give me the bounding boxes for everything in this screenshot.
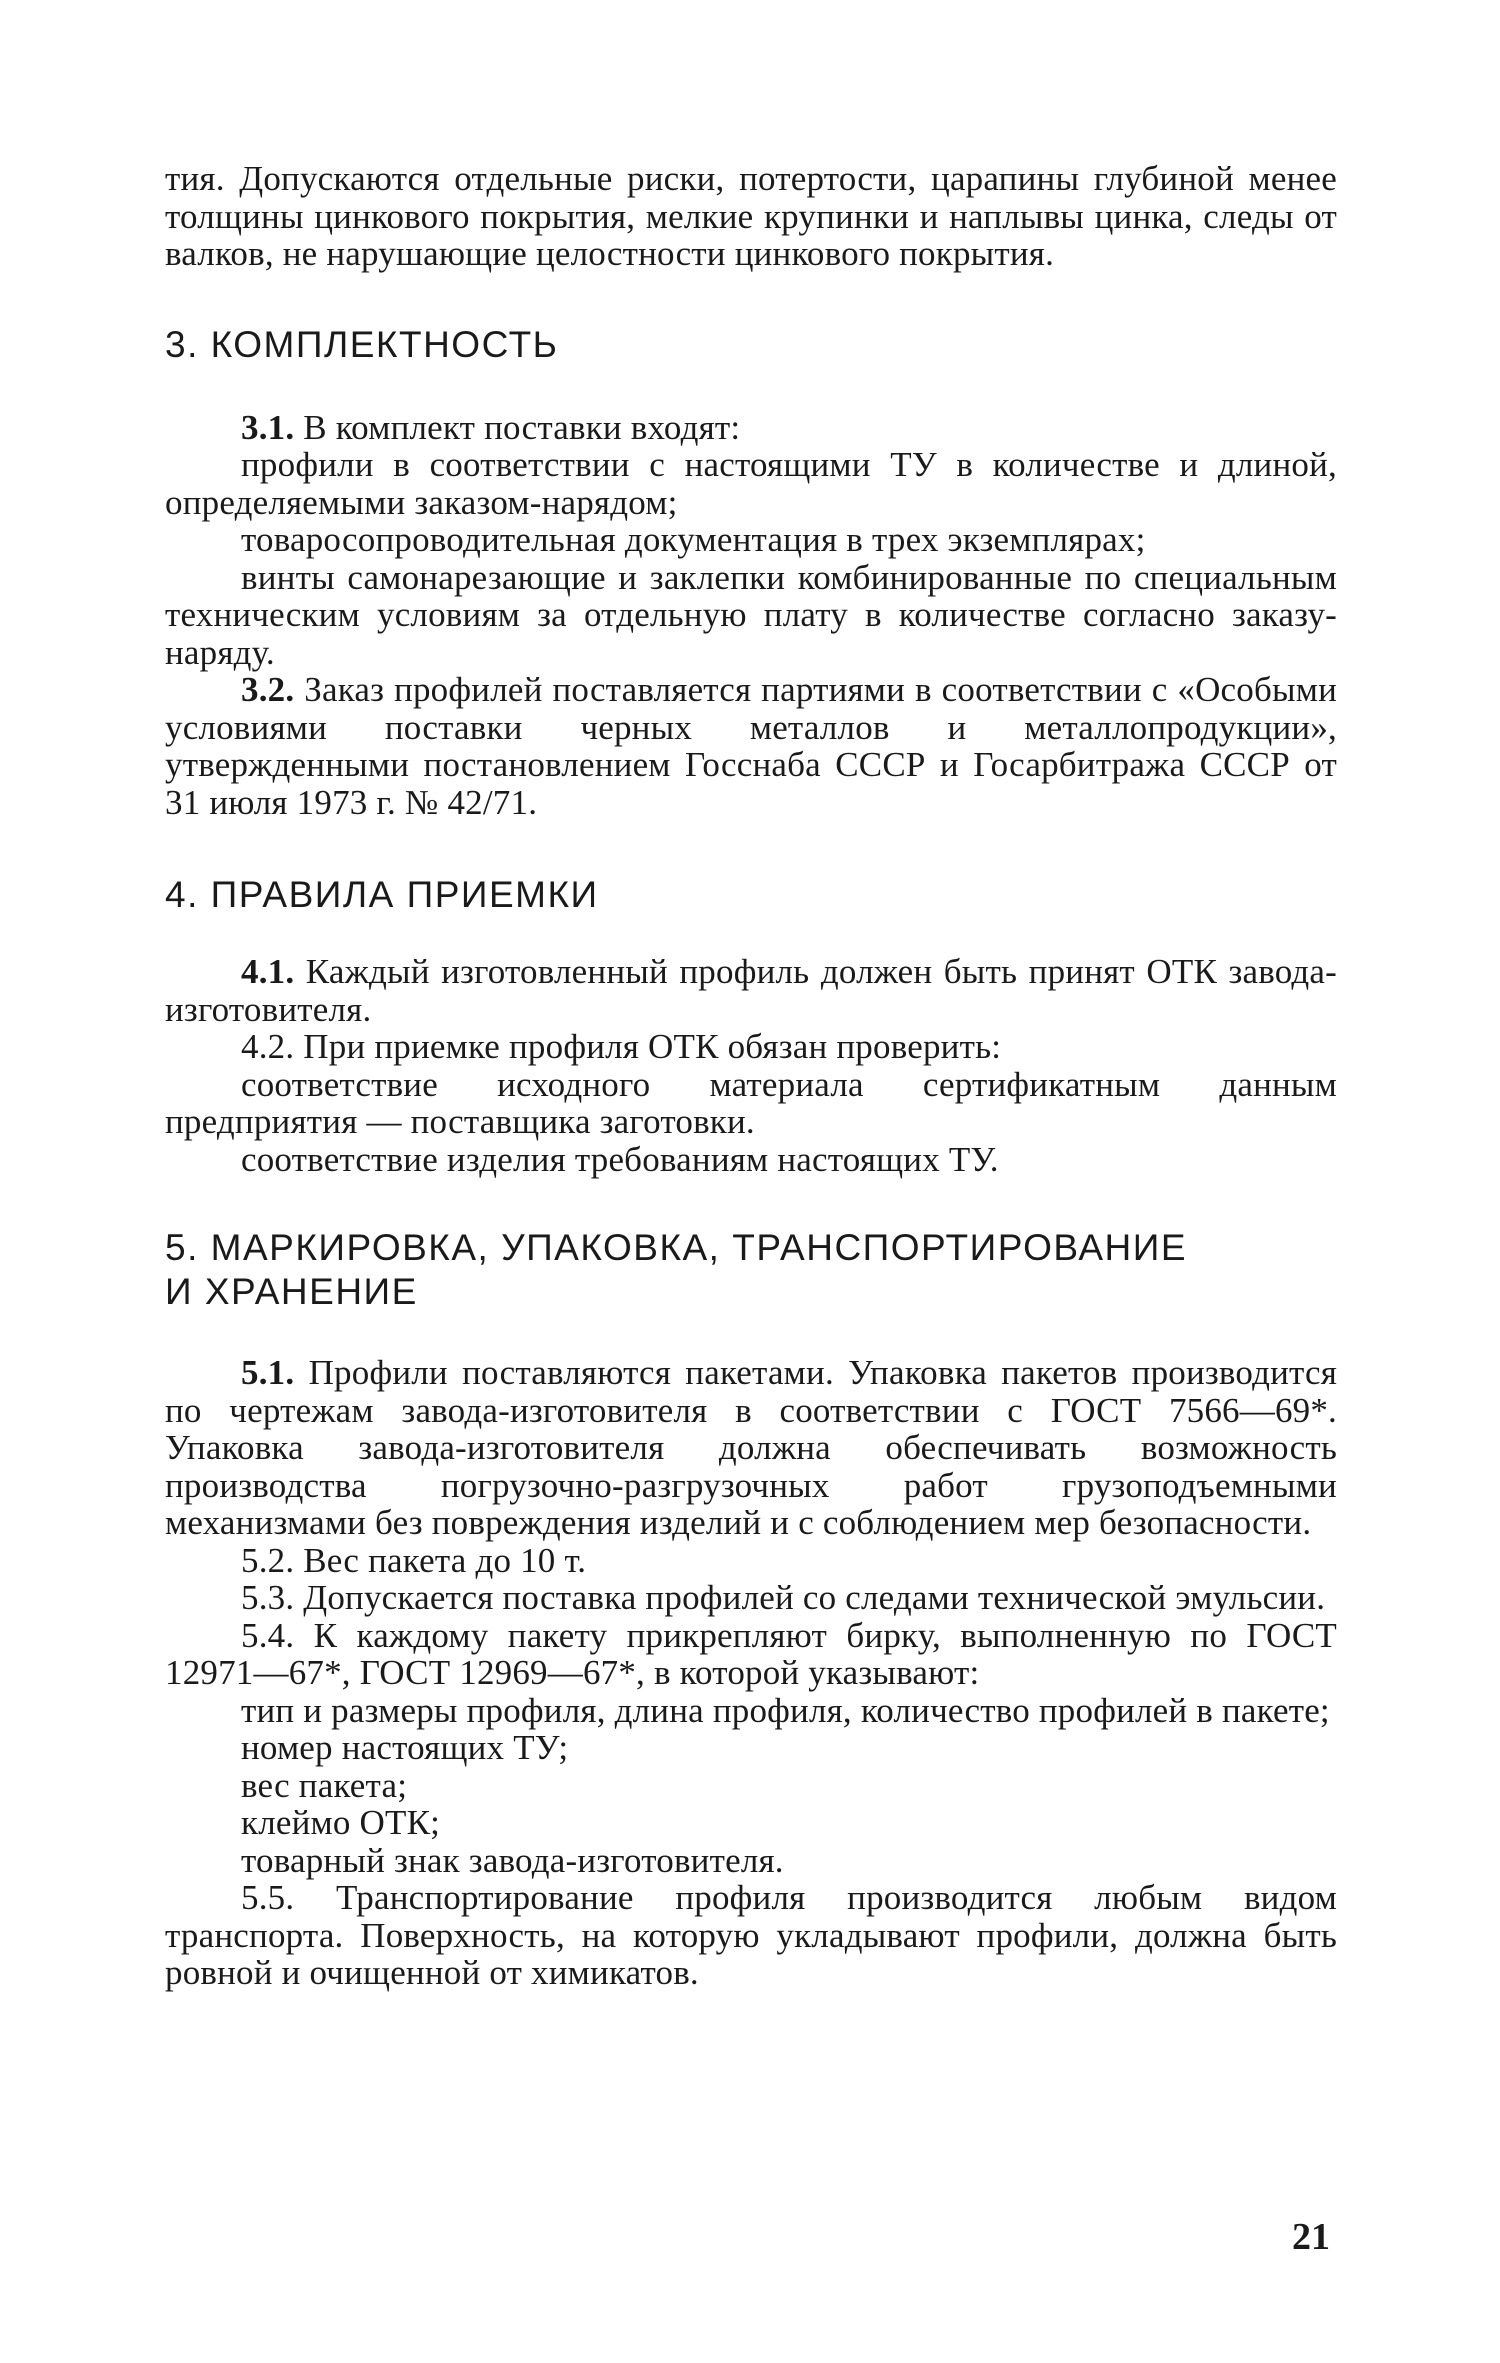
- list-item: вес пакета;: [241, 1765, 408, 1805]
- list-item: винты самонарезающие и заклепки комбинированные по специальным техническим условиям за отдельную плату в количестве согласно заказу-наряду.: [165, 557, 1337, 672]
- list-item: номер настоящих ТУ;: [241, 1728, 569, 1767]
- section-4-heading: 4. ПРАВИЛА ПРИЕМКИ: [165, 874, 599, 915]
- clause-number: 3.2.: [241, 670, 295, 709]
- section-3-heading: 3. КОМПЛЕКТНОСТЬ: [165, 323, 559, 365]
- list-item: профили в соответствии с настоящими ТУ в количестве и длиной, определяемыми заказом-нарядом;: [165, 445, 1337, 522]
- clause-number: 5.4.: [241, 1615, 295, 1655]
- section-5-heading-line2: И ХРАНЕНИЕ: [165, 1271, 418, 1312]
- list-item: товаросопроводительная документация в трех экземплярах;: [241, 520, 1146, 559]
- list-item: клеймо ОТК;: [241, 1803, 441, 1842]
- clause-number: 3.1.: [241, 407, 295, 447]
- clause-number: 5.3.: [241, 1578, 295, 1617]
- clause-text: Заказ профилей поставляется партиями в соответствии с «Особыми условиями поставки черных металлов и металлопродукции», утвержденными постановлением Госснаба СССР и Госарбитража СССР от 31 июля 1973 г. № 42/71.: [165, 670, 1337, 822]
- clause-number: 5.2.: [241, 1540, 295, 1580]
- page-number: 21: [1292, 2216, 1330, 2258]
- paragraph-5-5: [165, 1879, 1337, 1992]
- clause-text: Допускается поставка профилей со следами технической эмульсии.: [303, 1578, 1326, 1617]
- paragraph-5-3: [165, 1579, 1337, 1617]
- page-body: [165, 160, 1337, 1992]
- clause-number: 4.2.: [241, 1027, 295, 1066]
- paragraph-4-1: [165, 953, 1337, 1028]
- intro-paragraph: тия. Допускаются отдельные риски, потертости, царапины глубиной менее толщины цинкового покрытия, мелкие крупинки и наплывы цинка, следы от валков, не нарушающие целостности цинкового покрытия.: [165, 159, 1337, 273]
- paragraph-3-2: [165, 671, 1337, 821]
- clause-text: Транспортирование профиля производится любым видом транспорта. Поверхность, на которую укладывают профили, должна быть ровной и очищенной от химикатов.: [165, 1878, 1338, 1992]
- list-item: товарный знак завода-изготовителя.: [241, 1840, 784, 1880]
- section-5-heading: [165, 1226, 1337, 1314]
- list-item: тип и размеры профиля, длина профиля, количество профилей в пакете;: [241, 1690, 1330, 1730]
- paragraph-4-2: [165, 1028, 1337, 1066]
- list-item: соответствие изделия требованиям настоящих ТУ.: [241, 1139, 999, 1179]
- paragraph-3-1: [165, 409, 1337, 447]
- paragraph-5-4: [165, 1617, 1337, 1692]
- clause-text: Каждый изготовленный профиль должен быть принят ОТК завода-изготовителя.: [165, 952, 1338, 1029]
- list-item: соответствие исходного материала сертификатным данным предприятия — поставщика заготовки.: [165, 1064, 1337, 1141]
- clause-number: 5.1.: [241, 1353, 295, 1392]
- clause-text: Профили поставляются пакетами. Упаковка пакетов производится по чертежам завода-изготовителя в соответствии с ГОСТ 7566—69*. Упаковка завода-изготовителя должна обеспечивать возможность производства погрузочно-разгрузочных работ грузоподъемными механизмами без повреждения изделий и с соблюдением мер безопасности.: [165, 1353, 1338, 1542]
- paragraph-5-1: [165, 1354, 1337, 1542]
- clause-number: 5.5.: [241, 1878, 295, 1917]
- clause-text: В комплект поставки входят:: [303, 407, 741, 447]
- clause-text: К каждому пакету прикрепляют бирку, выполненную по ГОСТ 12971—67*, ГОСТ 12969—67*, в которой указывают:: [165, 1615, 1337, 1692]
- paragraph-5-2: [165, 1542, 1337, 1580]
- section-5-heading-line1: 5. МАРКИРОВКА, УПАКОВКА, ТРАНСПОРТИРОВАНИЕ: [165, 1227, 1188, 1268]
- clause-text: При приемке профиля ОТК обязан проверить:: [303, 1027, 1002, 1066]
- clause-text: Вес пакета до 10 т.: [303, 1540, 587, 1580]
- clause-number: 4.1.: [241, 952, 295, 991]
